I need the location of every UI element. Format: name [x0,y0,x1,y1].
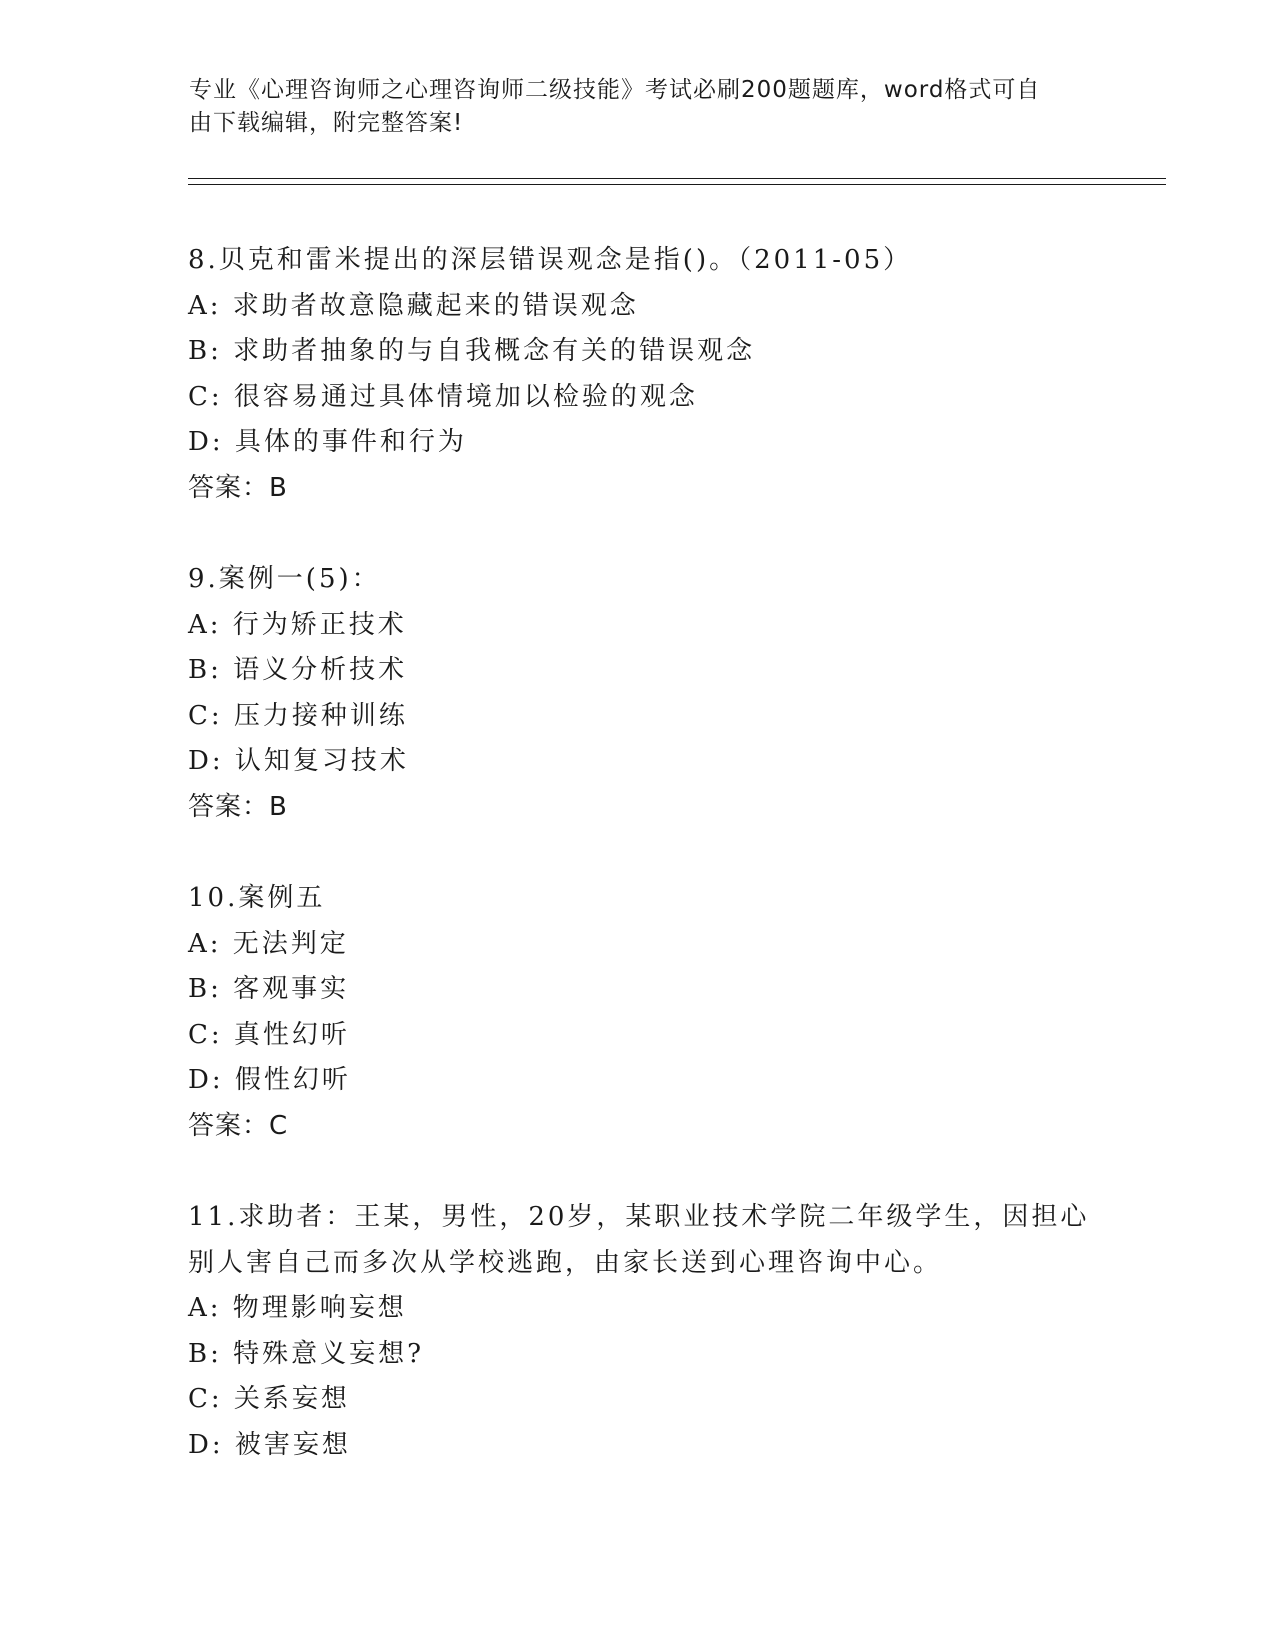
option-c: C: 真性幻听 [188,1019,350,1050]
question-stem-line-2: 别人害自己而多次从学校逃跑，由家长送到心理咨询中心。 [188,1247,943,1278]
option-b: B: 语义分析技术 [188,655,408,685]
option-a: A: 求助者故意隐藏起来的错误观念 [188,290,639,321]
question-9 [188,557,1088,830]
header-line-2: 由下载编辑，附完整答案! [189,110,464,136]
option-b: B: 特殊意义妄想? [188,1338,425,1369]
option-c: C: 压力接种训练 [188,700,408,731]
option-b: B: 求助者抽象的与自我概念有关的错误观念 [188,336,756,366]
option-d: D: 被害妄想 [188,1429,351,1460]
header-line-1: 专业《心理咨询师之心理咨询师二级技能》考试必刷200题题库，word格式可自 [189,77,1041,103]
answer: 答案：B [188,472,288,503]
option-d: D: 假性幻听 [188,1065,351,1095]
option-c: C: 很容易通过具体情境加以检验的观念 [188,381,698,412]
option-a: A: 物理影响妄想 [188,1293,407,1323]
question-10 [188,876,1088,1149]
option-a: A: 无法判定 [188,928,349,959]
header-divider-top [188,178,1166,179]
option-d: D: 具体的事件和行为 [188,427,467,457]
question-stem: 8.贝克和雷米提出的深层错误观念是指()。（2011-05） [188,245,913,275]
answer: 答案：C [188,1110,289,1141]
header-divider-bottom [188,184,1166,185]
option-b: B: 客观事实 [188,974,350,1004]
question-stem: 9.案例一(5)： [188,564,381,594]
option-d: D: 认知复习技术 [188,746,409,776]
option-a: A: 行为矫正技术 [188,609,407,640]
question-stem-line-1: 11.求助者：王某，男性，20岁，某职业技术学院二年级学生，因担心 [188,1202,1090,1232]
option-c: C: 关系妄想 [188,1384,350,1414]
question-8 [188,238,1088,511]
question-stem: 10.案例五 [188,883,326,913]
question-11 [188,1195,1088,1468]
answer: 答案：B [188,791,288,822]
question-list [188,238,1088,1514]
document-header [189,74,1069,140]
